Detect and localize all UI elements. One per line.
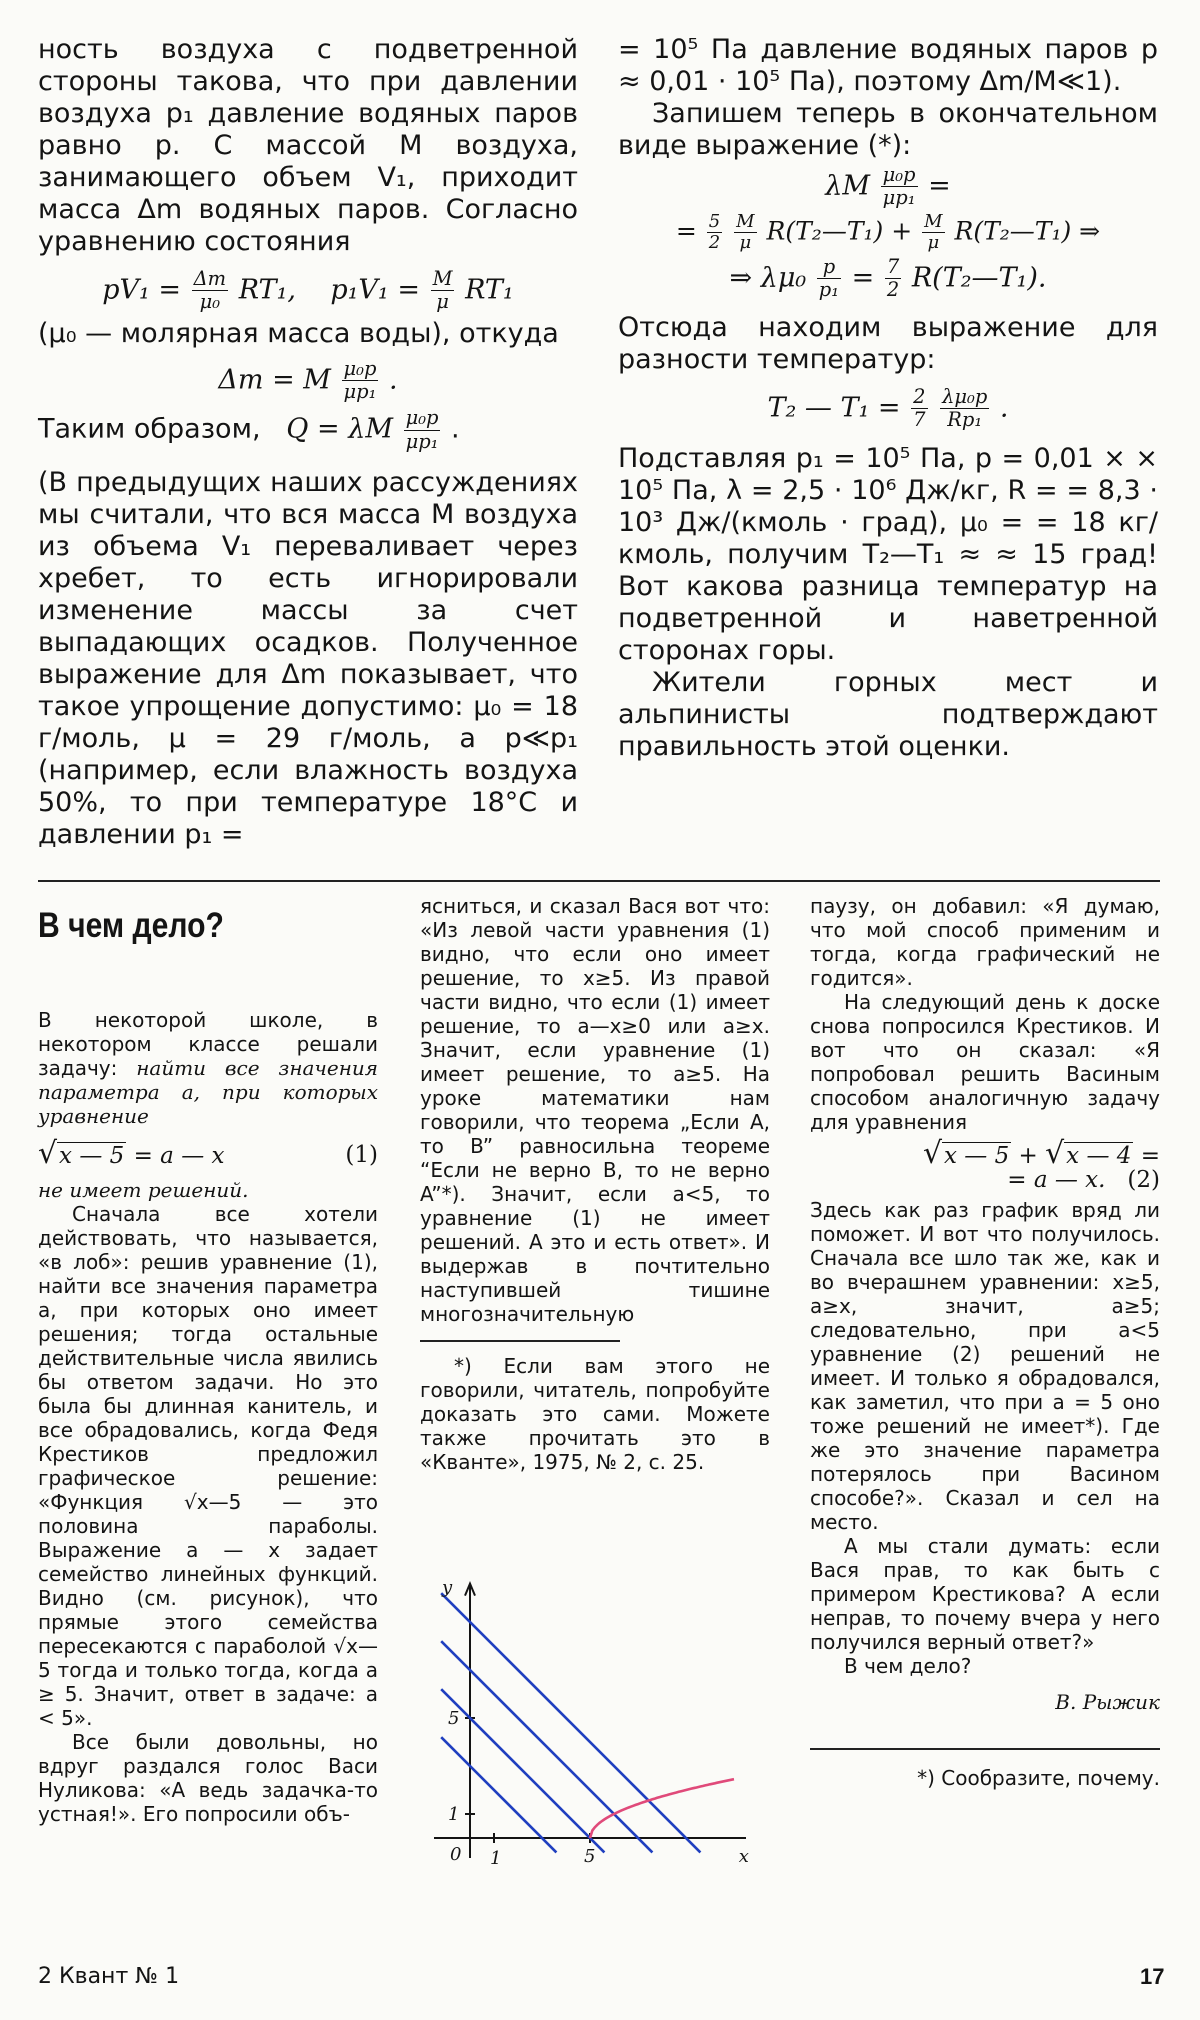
footnote-rule (420, 1340, 620, 1342)
footnote-rule (810, 1748, 1160, 1750)
footnote: *) Сообразите, почему. (917, 1766, 1160, 1790)
line-a-9 (441, 1593, 700, 1852)
article-column-1 (38, 1008, 378, 1826)
page-number: 17 (1140, 1964, 1165, 1989)
paragraph: В некоторой школе, в некотором классе решали задачу: найти все значения параметра a, при которых уравнение (38, 1008, 379, 1128)
paragraph: = 10⁵ Па давление водяных паров p ≈ 0,01 · 10⁵ Па), поэтому Δm/M≪1). (618, 34, 1158, 97)
paragraph: Отсюда находим выражение для разности температур: (618, 311, 1158, 375)
paragraph: Запишем теперь в окончательном виде выражение (*): (618, 98, 1158, 161)
equation-1: √x — 5 = a — x (1) (38, 1136, 378, 1171)
tick-label-y1: 1 (448, 1804, 460, 1825)
paragraph: Подставляя p₁ = 10⁵ Па, p = 0,01 × × 10⁵ Па, λ = 2,5 · 10⁶ Дж/кг, R = = 8,3 · 10³ Дж/(кмоль · град), μ₀ = = 18 кг/кмоль, получим T₂—T₁ ≈ ≈ 15 град! Вот какова разница температур на подветренной и наветренной сторонах горы. (618, 443, 1158, 667)
equation-dm: Δm = M $\frac{\text{μ₀p}}{\text{μp₁}}$ . (218, 356, 398, 404)
tick-label-x5: 5 (584, 1846, 596, 1867)
paragraph: (μ₀ — молярная масса воды), откуда (38, 317, 559, 349)
equation-energy: = $\frac{5}{2}$ $\frac{M}{\mu}$ R(T₂—T₁) + $\frac{M}{\mu}$ R(T₂—T₁) ⇒ (675, 210, 1101, 254)
parabola-curve (590, 1779, 734, 1838)
paragraph: ность воздуха с подветренной стороны такова, что при давлении воздуха p₁ давление водяных паров равно p. С массой M воздуха, занимающего объем V₁, приходит масса Δm водяных паров. Согласно уравнению состояния (38, 34, 578, 257)
equation-2: √x — 5 + √x — 4 = = a — x. (2) (922, 1136, 1160, 1193)
origin-label: 0 (450, 1844, 462, 1865)
article-column-3 (810, 894, 1160, 1790)
top-right-column (618, 34, 1158, 763)
paragraph: Сначала все хотели действовать, что называется, «в лоб»: решив уравнение (1), найти все значения параметра a, при которых оно имеет решения; тогда остальные действительные числа явились бы ответом задачи. Но это была бы длинная канитель, и все обрадовались, когда Федя Крестиков предложил графическое решение: «Функция √x—5 — это половина параболы. Выражение a — x задает семейство линейных функций. Видно (см. рисунок), что прямые этого семейства пересекаются с параболой √x—5 тогда и только тогда, когда a ≥ 5. Значит, ответ в задаче: a < 5». (38, 1202, 378, 1730)
paragraph: не имеет решений. (38, 1178, 249, 1202)
paragraph: (В предыдущих наших рассуждениях мы считали, что вся масса M воздуха из объема V₁ переваливает через хребет, то есть игнорировали изменение массы за счет выпадающих осадков. Полученное выражение для Δm показывает, что такое упрощение допустимо: μ₀ = 18 г/моль, μ = 29 г/моль, а p≪p₁ (например, если влажность воздуха 50%, то при температуре 18°C и давлении p₁ = (38, 467, 578, 851)
line-a-5 (441, 1689, 604, 1852)
equation-result: ⇒ λμ₀ $\frac{p}{\text{p₁}}$ = $\frac{7}{2}$ R(T₂—T₁). (729, 255, 1047, 302)
equation-state: pV₁ = $\frac{\Delta m}{\text{μ₀}}$ RT₁, p₁V₁ = $\frac{M}{\mu}$ RT₁ (102, 267, 514, 314)
equation-lambda-m: λM $\frac{\text{μ₀p}}{\text{μp₁}}$ = (825, 163, 951, 210)
tick-label-y5: 5 (448, 1708, 460, 1729)
line-a-3 (441, 1737, 556, 1852)
footer-issue: 2 Квант № 1 (38, 1964, 180, 1989)
article-title: В чем дело? (38, 906, 224, 945)
paragraph: ясниться, и сказал Вася вот что: «Из левой части уравнения (1) видно, что если оно имеет решение, то x≥5. Из правой части видно, что если (1) имеет решение, то a—x≥0 или a≥x. Значит, если уравнение (1) имеет решение, то a≥5. На уроке математики нам говорили, что теорема „Если A, то B” равносильна теореме “Если не верно B, то не верно A”*). Значит, если a<5, то уравнение (1) не имеет решений. А это и есть ответ». И выдержав в почтительно наступившей тишине многозначительную (420, 894, 770, 1326)
paragraph: Здесь как раз график вряд ли поможет. И вот что получилось. Сначала все шло так же, как и во вчерашнем уравнении: x≥5, a≥x, значит, a≥5; следовательно, при a<5 уравнение (2) решений не имеет. И только я обрадовался, как заметил, что при a = 5 оно тоже решений не имеет*). Где же это значение параметра потерялось при Васином способе?». Сказал и сел на место. (810, 1198, 1160, 1534)
x-axis-label: x (738, 1846, 749, 1867)
y-axis-label: y (442, 1577, 453, 1599)
section-divider (38, 880, 1160, 882)
paragraph: Все были довольны, но вдруг раздался голос Васи Нуликова: «А ведь задачка-то устная!». Его попросили объ- (38, 1730, 378, 1826)
paragraph: На следующий день к доске снова попросился Крестиков. И вот что он сказал: «Я попробовал решить Васиным способом аналогичную задачу для уравнения (810, 990, 1160, 1134)
paragraph: А мы стали думать: если Вася прав, то как быть с примером Крестикова? А если неправ, то почему вчера у него получился верный ответ?» (810, 1534, 1160, 1654)
footnote: *) Если вам этого не говорили, читатель, попробуйте доказать это сами. Можете также прочитать это в «Кванте», 1975, № 2, с. 25. (420, 1354, 770, 1474)
top-left-column (38, 34, 578, 851)
article-column-2 (420, 894, 770, 1474)
tick-label-x1: 1 (490, 1848, 502, 1868)
graph-figure (410, 1568, 760, 1868)
paragraph: В чем дело? (844, 1654, 972, 1678)
paragraph: Жители горных мест и альпинисты подтверждают правильность этой оценки. (618, 667, 1158, 763)
author-signature: В. Рыжик (1055, 1690, 1160, 1714)
line-a-7 (441, 1641, 652, 1852)
equation-temp-diff: T₂ — T₁ = $\frac{2}{7}$ $\frac{\text{λμ₀p}}{\text{Rp₁}}$ . (767, 384, 1009, 432)
equation-q: Таким образом, Q = λM $\frac{\text{μ₀p}}{\text{μp₁}}$ . (38, 406, 460, 453)
paragraph: паузу, он добавил: «Я думаю, что мой способ применим и тогда, когда графический не годится». (810, 894, 1160, 990)
